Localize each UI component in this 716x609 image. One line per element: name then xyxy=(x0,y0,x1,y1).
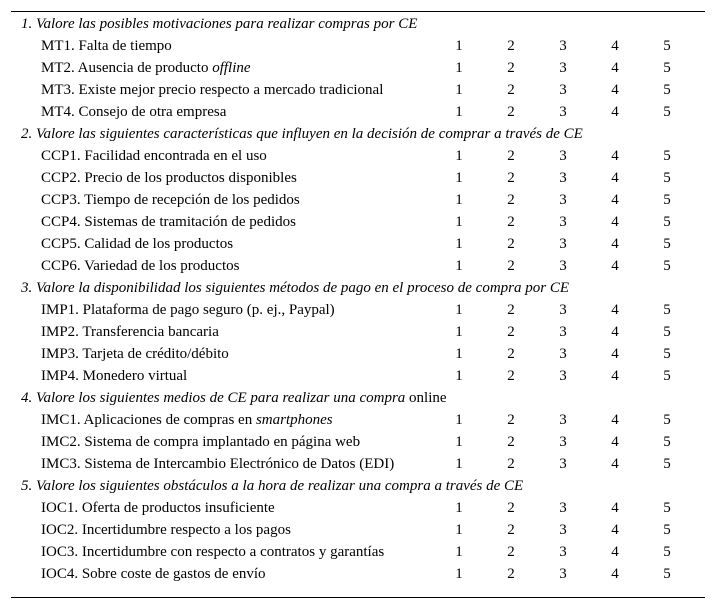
scale-value-5: 5 xyxy=(663,192,671,208)
scale-value-1: 1 xyxy=(455,434,463,450)
table-row xyxy=(11,189,705,211)
scale-value-2: 2 xyxy=(507,38,515,54)
scale-value-1: 1 xyxy=(455,148,463,164)
scale-value-1: 1 xyxy=(455,192,463,208)
item-label-text: CCP2. Precio de los productos disponibles xyxy=(41,170,297,186)
table-row xyxy=(11,365,705,387)
item-label-text: CCP1. Facilidad encontrada en el uso xyxy=(41,148,267,164)
item-label-text: MT3. Existe mejor precio respecto a mercado tradicional xyxy=(41,82,384,98)
scale-value-5: 5 xyxy=(663,544,671,560)
item-label-text: IMP4. Monedero virtual xyxy=(41,368,188,384)
scale-value-4: 4 xyxy=(611,236,619,252)
section-title-text: 2. Valore las siguientes características que influyen en la decisión de comprar a través de CE xyxy=(21,126,583,142)
scale-value-5: 5 xyxy=(663,236,671,252)
scale-value-3: 3 xyxy=(559,236,567,252)
scale-value-2: 2 xyxy=(507,258,515,274)
scale-value-4: 4 xyxy=(611,544,619,560)
table-row xyxy=(11,79,705,101)
scale-value-3: 3 xyxy=(559,566,567,582)
item-label xyxy=(41,145,267,167)
item-label-text: MT4. Consejo de otra empresa xyxy=(41,104,227,120)
section-title-text: 3. Valore la disponibilidad los siguientes métodos de pago en el proceso de compra por CE xyxy=(21,280,570,296)
item-label-text: IMC3. Sistema de Intercambio Electrónico de Datos (EDI) xyxy=(41,456,395,472)
scale-value-5: 5 xyxy=(663,346,671,362)
scale-value-2: 2 xyxy=(507,82,515,98)
scale-value-3: 3 xyxy=(559,258,567,274)
survey-table xyxy=(11,11,705,598)
item-label xyxy=(41,233,233,255)
scale-value-3: 3 xyxy=(559,500,567,516)
scale-value-4: 4 xyxy=(611,324,619,340)
item-label-text: CCP5. Calidad de los productos xyxy=(41,236,234,252)
item-label-text: IMC1. Aplicaciones de compras en xyxy=(41,412,256,428)
scale-value-3: 3 xyxy=(559,434,567,450)
item-label xyxy=(41,189,300,211)
section-title xyxy=(21,13,417,35)
item-label-text: CCP3. Tiempo de recepción de los pedidos xyxy=(41,192,300,208)
section-title-text: 5. Valore los siguientes obstáculos a la hora de realizar una compra a través de CE xyxy=(21,478,524,494)
scale-value-3: 3 xyxy=(559,456,567,472)
scale-value-1: 1 xyxy=(455,522,463,538)
scale-value-5: 5 xyxy=(663,82,671,98)
table-row xyxy=(11,431,705,453)
scale-value-2: 2 xyxy=(507,500,515,516)
item-label xyxy=(41,101,226,123)
table-row xyxy=(11,57,705,79)
scale-value-4: 4 xyxy=(611,258,619,274)
scale-value-5: 5 xyxy=(663,368,671,384)
scale-value-2: 2 xyxy=(507,214,515,230)
scale-value-2: 2 xyxy=(507,346,515,362)
scale-value-3: 3 xyxy=(559,214,567,230)
scale-value-5: 5 xyxy=(663,38,671,54)
item-label xyxy=(41,563,266,585)
scale-value-4: 4 xyxy=(611,566,619,582)
scale-value-3: 3 xyxy=(559,192,567,208)
table-row xyxy=(11,255,705,277)
scale-value-4: 4 xyxy=(611,214,619,230)
scale-value-4: 4 xyxy=(611,522,619,538)
scale-value-5: 5 xyxy=(663,434,671,450)
scale-value-1: 1 xyxy=(455,412,463,428)
scale-value-5: 5 xyxy=(663,500,671,516)
table-row xyxy=(11,343,705,365)
scale-value-2: 2 xyxy=(507,324,515,340)
scale-value-1: 1 xyxy=(455,82,463,98)
section-title xyxy=(21,123,583,145)
scale-value-2: 2 xyxy=(507,566,515,582)
table-row xyxy=(11,233,705,255)
scale-value-2: 2 xyxy=(507,412,515,428)
table-row xyxy=(11,497,705,519)
item-label xyxy=(41,541,384,563)
item-label xyxy=(41,255,239,277)
scale-value-5: 5 xyxy=(663,214,671,230)
table-row xyxy=(11,35,705,57)
item-label-text: MT1. Falta de tiempo xyxy=(41,38,172,54)
table-row xyxy=(11,299,705,321)
scale-value-5: 5 xyxy=(663,104,671,120)
item-label xyxy=(41,431,360,453)
scale-value-3: 3 xyxy=(559,104,567,120)
scale-value-3: 3 xyxy=(559,82,567,98)
scale-value-3: 3 xyxy=(559,412,567,428)
scale-value-2: 2 xyxy=(507,434,515,450)
item-label xyxy=(41,409,333,431)
scale-value-2: 2 xyxy=(507,236,515,252)
scale-value-2: 2 xyxy=(507,522,515,538)
scale-value-1: 1 xyxy=(455,258,463,274)
scale-value-2: 2 xyxy=(507,368,515,384)
scale-value-3: 3 xyxy=(559,302,567,318)
scale-value-5: 5 xyxy=(663,412,671,428)
section-title-suffix: online xyxy=(405,390,447,406)
item-label xyxy=(41,57,251,79)
scale-value-3: 3 xyxy=(559,544,567,560)
item-label xyxy=(41,167,297,189)
scale-value-4: 4 xyxy=(611,104,619,120)
scale-value-4: 4 xyxy=(611,82,619,98)
scale-value-2: 2 xyxy=(507,456,515,472)
scale-value-3: 3 xyxy=(559,60,567,76)
item-label-text: IOC2. Incertidumbre respecto a los pagos xyxy=(41,522,291,538)
item-label xyxy=(41,299,335,321)
item-label xyxy=(41,497,275,519)
scale-value-2: 2 xyxy=(507,148,515,164)
scale-value-5: 5 xyxy=(663,170,671,186)
item-label-text: IOC3. Incertidumbre con respecto a contratos y garantías xyxy=(41,544,385,560)
scale-value-2: 2 xyxy=(507,170,515,186)
scale-value-4: 4 xyxy=(611,170,619,186)
scale-value-2: 2 xyxy=(507,104,515,120)
scale-value-4: 4 xyxy=(611,148,619,164)
table-row xyxy=(11,519,705,541)
scale-value-1: 1 xyxy=(455,346,463,362)
item-label xyxy=(41,365,187,387)
scale-value-5: 5 xyxy=(663,302,671,318)
scale-value-1: 1 xyxy=(455,500,463,516)
scale-value-2: 2 xyxy=(507,544,515,560)
scale-value-3: 3 xyxy=(559,38,567,54)
table-row xyxy=(11,409,705,431)
scale-value-1: 1 xyxy=(455,38,463,54)
scale-value-2: 2 xyxy=(507,60,515,76)
scale-value-4: 4 xyxy=(611,500,619,516)
scale-value-4: 4 xyxy=(611,192,619,208)
scale-value-2: 2 xyxy=(507,192,515,208)
scale-value-1: 1 xyxy=(455,214,463,230)
item-label-text: IOC4. Sobre coste de gastos de envío xyxy=(41,566,266,582)
item-label-emphasis: smartphones xyxy=(255,412,333,428)
scale-value-5: 5 xyxy=(663,456,671,472)
table-row xyxy=(11,563,705,585)
scale-value-4: 4 xyxy=(611,60,619,76)
table-row xyxy=(11,145,705,167)
scale-value-1: 1 xyxy=(455,170,463,186)
scale-value-1: 1 xyxy=(455,104,463,120)
scale-value-4: 4 xyxy=(611,434,619,450)
table-row xyxy=(11,453,705,475)
scale-value-1: 1 xyxy=(455,324,463,340)
item-label-text: IMC2. Sistema de compra implantado en página web xyxy=(41,434,361,450)
scale-value-1: 1 xyxy=(455,368,463,384)
scale-value-5: 5 xyxy=(663,148,671,164)
item-label-emphasis: offline xyxy=(212,60,251,76)
section-title-text: 4. Valore los siguientes medios de CE para realizar una compra xyxy=(21,390,406,406)
item-label-text: IMP1. Plataforma de pago seguro (p. ej., Paypal) xyxy=(41,302,335,318)
item-label-text: IMP3. Tarjeta de crédito/débito xyxy=(41,346,229,362)
scale-value-1: 1 xyxy=(455,60,463,76)
item-label-text: CCP4. Sistemas de tramitación de pedidos xyxy=(41,214,296,230)
scale-value-3: 3 xyxy=(559,368,567,384)
scale-value-5: 5 xyxy=(663,60,671,76)
item-label xyxy=(41,211,296,233)
scale-value-1: 1 xyxy=(455,236,463,252)
scale-value-1: 1 xyxy=(455,544,463,560)
scale-value-1: 1 xyxy=(455,302,463,318)
scale-value-5: 5 xyxy=(663,324,671,340)
section-title xyxy=(21,277,569,299)
table-row xyxy=(11,321,705,343)
table-row xyxy=(11,101,705,123)
scale-value-4: 4 xyxy=(611,302,619,318)
scale-value-1: 1 xyxy=(455,456,463,472)
item-label xyxy=(41,343,229,365)
item-label-text: CCP6. Variedad de los productos xyxy=(41,258,240,274)
scale-value-3: 3 xyxy=(559,148,567,164)
table-row xyxy=(11,541,705,563)
table-row xyxy=(11,167,705,189)
item-label xyxy=(41,453,394,475)
item-label xyxy=(41,321,219,343)
scale-value-1: 1 xyxy=(455,566,463,582)
scale-value-4: 4 xyxy=(611,412,619,428)
scale-value-2: 2 xyxy=(507,302,515,318)
scale-value-5: 5 xyxy=(663,522,671,538)
scale-value-4: 4 xyxy=(611,368,619,384)
scale-value-5: 5 xyxy=(663,566,671,582)
section-title xyxy=(21,387,447,409)
item-label-text: IMP2. Transferencia bancaria xyxy=(41,324,219,340)
table-row xyxy=(11,211,705,233)
section-title-text: 1. Valore las posibles motivaciones para realizar compras por CE xyxy=(21,16,418,32)
scale-value-3: 3 xyxy=(559,170,567,186)
scale-value-4: 4 xyxy=(611,346,619,362)
scale-value-5: 5 xyxy=(663,258,671,274)
item-label-text: MT2. Ausencia de producto xyxy=(41,60,213,76)
item-label-text: IOC1. Oferta de productos insuficiente xyxy=(41,500,275,516)
scale-value-4: 4 xyxy=(611,456,619,472)
scale-value-3: 3 xyxy=(559,346,567,362)
scale-value-3: 3 xyxy=(559,324,567,340)
section-title xyxy=(21,475,523,497)
scale-value-4: 4 xyxy=(611,38,619,54)
item-label xyxy=(41,519,291,541)
item-label xyxy=(41,35,172,57)
item-label xyxy=(41,79,383,101)
scale-value-3: 3 xyxy=(559,522,567,538)
